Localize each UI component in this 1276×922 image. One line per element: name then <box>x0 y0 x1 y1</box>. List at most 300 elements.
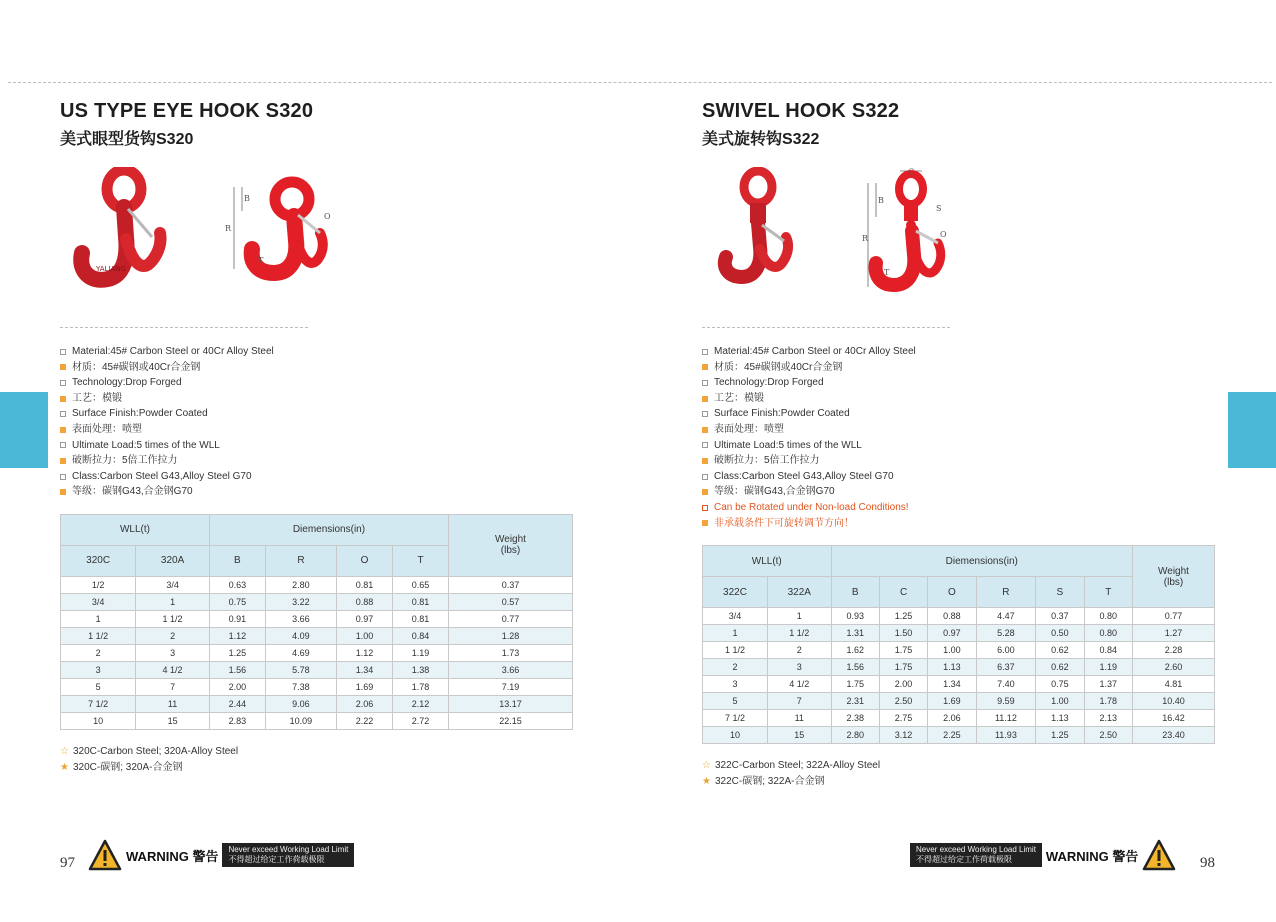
right-page <box>702 100 1222 790</box>
table-cell: 0.50 <box>1036 625 1084 642</box>
header-weight: Weight (lbs) <box>449 514 573 576</box>
table-row <box>61 593 573 610</box>
table-cell: 0.93 <box>831 608 879 625</box>
table-cell: 0.81 <box>392 593 448 610</box>
table-cell: 2 <box>136 627 210 644</box>
header-weight: Weight (lbs) <box>1133 546 1215 608</box>
table-cell: 11.12 <box>976 710 1036 727</box>
table-cell: 1.27 <box>1133 625 1215 642</box>
table-cell: 9.59 <box>976 693 1036 710</box>
table-cell: 2.72 <box>392 712 448 729</box>
table-cell: 7.19 <box>449 678 573 695</box>
table-body <box>61 576 573 729</box>
table-cell: 3 <box>61 661 136 678</box>
spec-text: Ultimate Load:5 times of the WLL <box>714 439 862 451</box>
spec-text: 表面处理：喷塑 <box>714 423 784 435</box>
star-outline-icon: ☆ <box>702 760 711 772</box>
table-cell: 15 <box>767 727 831 744</box>
table-cell: 5 <box>703 693 768 710</box>
table-cell: 1.28 <box>449 627 573 644</box>
table-cell: 7.40 <box>976 676 1036 693</box>
table-cell: 2.06 <box>336 695 392 712</box>
header-wll: WLL(t) <box>703 546 832 577</box>
table-cell: 1 <box>703 625 768 642</box>
spec-item <box>702 453 1222 469</box>
product-images <box>60 167 580 307</box>
spec-text: 表面处理：喷塑 <box>72 423 142 435</box>
page-subtitle: 美式眼型货钩S320 <box>60 131 194 148</box>
bullet-icon <box>702 505 708 511</box>
bullet-icon <box>702 349 708 355</box>
table-cell: 1.75 <box>879 642 927 659</box>
page-number: 98 <box>1200 855 1215 871</box>
table-cell: 1 <box>61 610 136 627</box>
spec-item <box>60 391 580 407</box>
table-cell: 1.75 <box>831 676 879 693</box>
bullet-icon <box>702 442 708 448</box>
table-cell: 5 <box>61 678 136 695</box>
table-cell: 16.42 <box>1133 710 1215 727</box>
table-cell: 13.17 <box>449 695 573 712</box>
table-cell: 2.50 <box>1084 727 1132 744</box>
table-cell: 3 <box>136 644 210 661</box>
table-cell: 1 1/2 <box>767 625 831 642</box>
diagram-label-r: R <box>225 224 232 233</box>
spec-item <box>60 406 580 422</box>
table-cell: 1.31 <box>831 625 879 642</box>
spec-text: Technology:Drop Forged <box>72 377 182 389</box>
header-col: S <box>1036 577 1084 608</box>
table-cell: 7 <box>136 678 210 695</box>
note-en <box>702 758 1222 774</box>
note-text: 322C-碳钢; 322A-合金钢 <box>714 776 825 788</box>
table-row <box>61 712 573 729</box>
spec-text: Ultimate Load:5 times of the WLL <box>72 439 220 451</box>
header-col: R <box>265 545 336 576</box>
table-cell: 1.12 <box>209 627 265 644</box>
bullet-icon <box>60 349 66 355</box>
warning-triangle-icon <box>1142 839 1176 871</box>
star-outline-icon: ☆ <box>60 745 69 757</box>
spec-text: 工艺：模锻 <box>714 392 764 404</box>
table-cell: 0.88 <box>928 608 976 625</box>
warning-line-cn: 不得超过给定工作荷载极限 <box>916 855 1012 864</box>
diagram-label-t: T <box>258 256 264 265</box>
spec-item <box>60 469 580 485</box>
table-cell: 0.80 <box>1084 608 1132 625</box>
table-cell: 1.00 <box>928 642 976 659</box>
table-cell: 1.00 <box>1036 693 1084 710</box>
table-row <box>61 627 573 644</box>
table-cell: 0.97 <box>928 625 976 642</box>
spec-text: Class:Carbon Steel G43,Alloy Steel G70 <box>714 470 894 482</box>
table-cell: 2.80 <box>265 576 336 593</box>
bullet-icon <box>702 380 708 386</box>
spec-item <box>60 375 580 391</box>
table-cell: 0.57 <box>449 593 573 610</box>
table-cell: 10.40 <box>1133 693 1215 710</box>
table-cell: 4.69 <box>265 644 336 661</box>
table-cell: 1.12 <box>336 644 392 661</box>
spec-text: 工艺：模锻 <box>72 392 122 404</box>
warning-text-box <box>910 843 1042 867</box>
eye-hook-diagram <box>220 167 350 302</box>
table-cell: 1.56 <box>831 659 879 676</box>
table-cell: 7 1/2 <box>703 710 768 727</box>
spec-text: Surface Finish:Powder Coated <box>714 408 850 420</box>
swivel-hook-diagram <box>862 167 992 302</box>
table-cell: 2.80 <box>831 727 879 744</box>
table-cell: 0.77 <box>1133 608 1215 625</box>
bullet-icon <box>60 364 66 370</box>
bullet-icon <box>702 458 708 464</box>
table-cell: 9.06 <box>265 695 336 712</box>
spec-item <box>702 484 1222 500</box>
note-cn <box>60 760 580 776</box>
dimensions-table <box>60 514 573 730</box>
spec-text: Technology:Drop Forged <box>714 377 824 389</box>
table-cell: 2 <box>767 642 831 659</box>
spec-item-alert <box>702 500 1222 516</box>
header-col: B <box>831 577 879 608</box>
bullet-icon <box>702 489 708 495</box>
header-col: T <box>392 545 448 576</box>
header-wll: WLL(t) <box>61 514 210 545</box>
spec-text: 非承载条件下可旋转调节方向！ <box>714 517 854 529</box>
star-filled-icon: ★ <box>60 761 69 773</box>
table-cell: 1.25 <box>879 608 927 625</box>
spec-text: Material:45# Carbon Steel or 40Cr Alloy Steel <box>714 346 916 357</box>
table-cell: 5.28 <box>976 625 1036 642</box>
table-row <box>61 644 573 661</box>
spec-list <box>702 344 1222 531</box>
table-cell: 0.84 <box>392 627 448 644</box>
table-cell: 1.19 <box>1084 659 1132 676</box>
table-cell: 2.60 <box>1133 659 1215 676</box>
page-subtitle: 美式旋转钩S322 <box>702 131 820 148</box>
diagram-label-r: R <box>862 234 869 243</box>
table-cell: 1.37 <box>1084 676 1132 693</box>
table-cell: 0.77 <box>449 610 573 627</box>
spec-item <box>702 469 1222 485</box>
table-cell: 4.09 <box>265 627 336 644</box>
top-dashed-rule <box>8 82 1272 83</box>
table-cell: 3 <box>703 676 768 693</box>
spec-list <box>60 344 580 500</box>
table-cell: 11 <box>767 710 831 727</box>
spec-item <box>702 422 1222 438</box>
table-cell: 2.00 <box>209 678 265 695</box>
bullet-icon <box>60 458 66 464</box>
table-cell: 0.37 <box>449 576 573 593</box>
table-cell: 3.66 <box>449 661 573 678</box>
note-cn <box>702 774 1222 790</box>
table-cell: 2.25 <box>928 727 976 744</box>
spec-text: Class:Carbon Steel G43,Alloy Steel G70 <box>72 470 252 482</box>
table-cell: 0.97 <box>336 610 392 627</box>
table-row <box>703 659 1215 676</box>
table-cell: 11.93 <box>976 727 1036 744</box>
table-cell: 2.06 <box>928 710 976 727</box>
spec-item <box>702 438 1222 454</box>
table-cell: 1.75 <box>879 659 927 676</box>
table-cell: 6.00 <box>976 642 1036 659</box>
bullet-icon <box>702 411 708 417</box>
table-cell: 0.65 <box>392 576 448 593</box>
table-cell: 0.62 <box>1036 659 1084 676</box>
table-cell: 3.12 <box>879 727 927 744</box>
table-cell: 1.00 <box>336 627 392 644</box>
spec-text: 等级：碳钢G43,合金钢G70 <box>72 486 193 498</box>
diagram-label-s: S <box>936 204 942 213</box>
warning-text-box <box>222 843 354 867</box>
table-row <box>61 661 573 678</box>
table-cell: 1.13 <box>928 659 976 676</box>
table-cell: 1 1/2 <box>61 627 136 644</box>
table-cell: 2 <box>61 644 136 661</box>
warning-line-cn: 不得超过给定工作荷载极限 <box>228 855 325 864</box>
table-row <box>61 610 573 627</box>
table-cell: 2.38 <box>831 710 879 727</box>
table-cell: 1.19 <box>392 644 448 661</box>
spec-text: Surface Finish:Powder Coated <box>72 408 208 420</box>
diagram-label-c: C <box>908 167 915 177</box>
table-cell: 4 1/2 <box>136 661 210 678</box>
note-en <box>60 744 580 760</box>
page-title: SWIVEL HOOK S322 <box>702 100 900 122</box>
table-body <box>703 608 1215 744</box>
table-cell: 0.75 <box>209 593 265 610</box>
image-divider <box>702 327 950 328</box>
bullet-icon <box>702 427 708 433</box>
header-col: O <box>928 577 976 608</box>
diagram-label-b: B <box>244 194 250 203</box>
diagram-label-b: B <box>878 196 884 205</box>
table-cell: 0.80 <box>1084 625 1132 642</box>
spec-text: 等级：碳钢G43,合金钢G70 <box>714 486 835 498</box>
right-side-tab <box>1228 392 1276 468</box>
table-cell: 0.62 <box>1036 642 1084 659</box>
warning-line-en: Never exceed Working Load Limit <box>228 845 349 854</box>
table-cell: 1.69 <box>928 693 976 710</box>
bullet-icon <box>60 396 66 402</box>
table-cell: 0.81 <box>392 610 448 627</box>
table-row <box>703 625 1215 642</box>
table-cell: 0.91 <box>209 610 265 627</box>
header-col: R <box>976 577 1036 608</box>
table-cell: 0.81 <box>336 576 392 593</box>
left-side-tab <box>0 392 48 468</box>
table-cell: 2.75 <box>879 710 927 727</box>
table-cell: 0.63 <box>209 576 265 593</box>
table-cell: 1.25 <box>1036 727 1084 744</box>
warning-line-en: Never exceed Working Load Limit <box>916 845 1036 854</box>
page-number: 97 <box>60 855 75 871</box>
table-cell: 2 <box>703 659 768 676</box>
table-cell: 10.09 <box>265 712 336 729</box>
spec-item <box>60 484 580 500</box>
spec-text: 材质：45#碳钢或40Cr合金钢 <box>72 361 201 373</box>
swivel-hook-photo <box>716 167 816 302</box>
header-col: 320C <box>61 545 136 576</box>
material-notes <box>60 744 580 776</box>
table-cell: 1.25 <box>209 644 265 661</box>
table-cell: 7 <box>767 693 831 710</box>
table-cell: 3/4 <box>703 608 768 625</box>
svg-text:YALIANG: YALIANG <box>96 265 126 273</box>
table-cell: 3/4 <box>61 593 136 610</box>
image-divider <box>60 327 308 328</box>
warning-banner <box>910 838 1176 872</box>
header-col: 322C <box>703 577 768 608</box>
table-row <box>703 693 1215 710</box>
table-cell: 2.44 <box>209 695 265 712</box>
table-cell: 1 <box>767 608 831 625</box>
table-cell: 0.75 <box>1036 676 1084 693</box>
bullet-icon <box>60 380 66 386</box>
table-row <box>61 576 573 593</box>
table-cell: 2.12 <box>392 695 448 712</box>
left-page <box>60 100 580 776</box>
table-cell: 1.38 <box>392 661 448 678</box>
header-col: 322A <box>767 577 831 608</box>
table-cell: 0.88 <box>336 593 392 610</box>
table-cell: 1.69 <box>336 678 392 695</box>
bullet-icon <box>60 442 66 448</box>
table-cell: 23.40 <box>1133 727 1215 744</box>
bullet-icon <box>702 520 708 526</box>
warning-banner <box>88 838 354 872</box>
note-text: 320C-Carbon Steel; 320A-Alloy Steel <box>72 745 239 757</box>
table-cell: 1.73 <box>449 644 573 661</box>
table-cell: 5.78 <box>265 661 336 678</box>
header-col: O <box>336 545 392 576</box>
spec-item <box>702 391 1222 407</box>
table-cell: 2.22 <box>336 712 392 729</box>
spec-item-alert <box>702 516 1222 532</box>
diagram-label-o: O <box>940 230 947 239</box>
bullet-icon <box>60 411 66 417</box>
note-text: 320C-碳钢; 320A-合金钢 <box>72 761 183 773</box>
table-cell: 11 <box>136 695 210 712</box>
bullet-icon <box>60 489 66 495</box>
spec-item <box>702 360 1222 376</box>
warning-triangle-icon <box>88 839 122 871</box>
table-cell: 1.34 <box>928 676 976 693</box>
spec-item <box>702 375 1222 391</box>
table-cell: 0.84 <box>1084 642 1132 659</box>
material-notes <box>702 758 1222 790</box>
table-cell: 1.50 <box>879 625 927 642</box>
header-dimensions: Diemensions(in) <box>831 546 1132 577</box>
eye-hook-photo <box>72 167 172 302</box>
spec-text: 破断拉力：5倍工作拉力 <box>72 455 178 467</box>
table-cell: 2.31 <box>831 693 879 710</box>
header-col: 320A <box>136 545 210 576</box>
spec-item <box>702 344 1222 360</box>
bullet-icon <box>60 427 66 433</box>
table-cell: 1.13 <box>1036 710 1084 727</box>
table-cell: 1 1/2 <box>703 642 768 659</box>
note-text: 322C-Carbon Steel; 322A-Alloy Steel <box>714 760 881 772</box>
table-cell: 15 <box>136 712 210 729</box>
table-cell: 7.38 <box>265 678 336 695</box>
table-cell: 2.13 <box>1084 710 1132 727</box>
table-row <box>703 676 1215 693</box>
bullet-icon <box>60 474 66 480</box>
table-cell: 7 1/2 <box>61 695 136 712</box>
star-filled-icon: ★ <box>702 776 711 788</box>
table-row <box>61 695 573 712</box>
spec-item <box>60 344 580 360</box>
bullet-icon <box>702 474 708 480</box>
spec-item <box>60 438 580 454</box>
header-col: C <box>879 577 927 608</box>
header-dimensions: Diemensions(in) <box>209 514 448 545</box>
table-row <box>703 727 1215 744</box>
table-cell: 1.62 <box>831 642 879 659</box>
page-title: US TYPE EYE HOOK S320 <box>60 100 314 122</box>
header-col: B <box>209 545 265 576</box>
table-cell: 22.15 <box>449 712 573 729</box>
table-cell: 1.78 <box>1084 693 1132 710</box>
table-cell: 2.83 <box>209 712 265 729</box>
header-col: T <box>1084 577 1132 608</box>
spec-text: 破断拉力：5倍工作拉力 <box>714 455 820 467</box>
spec-text: Material:45# Carbon Steel or 40Cr Alloy Steel <box>72 346 274 357</box>
warning-label: WARNING 警告 <box>1045 848 1139 864</box>
table-cell: 3.66 <box>265 610 336 627</box>
product-images <box>702 167 1222 307</box>
dimensions-table <box>702 545 1215 744</box>
diagram-label-t: T <box>884 268 890 277</box>
table-cell: 3.22 <box>265 593 336 610</box>
table-cell: 3/4 <box>136 576 210 593</box>
table-row <box>703 710 1215 727</box>
table-cell: 10 <box>61 712 136 729</box>
table-cell: 0.37 <box>1036 608 1084 625</box>
table-cell: 10 <box>703 727 768 744</box>
spec-text: 材质：45#碳钢或40Cr合金钢 <box>714 361 843 373</box>
table-cell: 6.37 <box>976 659 1036 676</box>
spec-item <box>60 422 580 438</box>
table-cell: 1.78 <box>392 678 448 695</box>
warning-label: WARNING 警告 <box>126 848 219 864</box>
table-row <box>703 608 1215 625</box>
bullet-icon <box>702 364 708 370</box>
table-cell: 4.81 <box>1133 676 1215 693</box>
table-cell: 1 <box>136 593 210 610</box>
table-row <box>61 678 573 695</box>
table-cell: 1.34 <box>336 661 392 678</box>
table-cell: 1 1/2 <box>136 610 210 627</box>
table-cell: 4 1/2 <box>767 676 831 693</box>
table-cell: 2.50 <box>879 693 927 710</box>
table-cell: 3 <box>767 659 831 676</box>
spec-item <box>60 360 580 376</box>
spec-item <box>702 406 1222 422</box>
bullet-icon <box>702 396 708 402</box>
table-cell: 2.28 <box>1133 642 1215 659</box>
table-cell: 4.47 <box>976 608 1036 625</box>
table-row <box>703 642 1215 659</box>
table-cell: 2.00 <box>879 676 927 693</box>
diagram-label-o: O <box>324 212 331 221</box>
spec-item <box>60 453 580 469</box>
table-cell: 1.56 <box>209 661 265 678</box>
spec-text: Can be Rotated under Non-load Conditions! <box>714 501 909 513</box>
table-cell: 1/2 <box>61 576 136 593</box>
